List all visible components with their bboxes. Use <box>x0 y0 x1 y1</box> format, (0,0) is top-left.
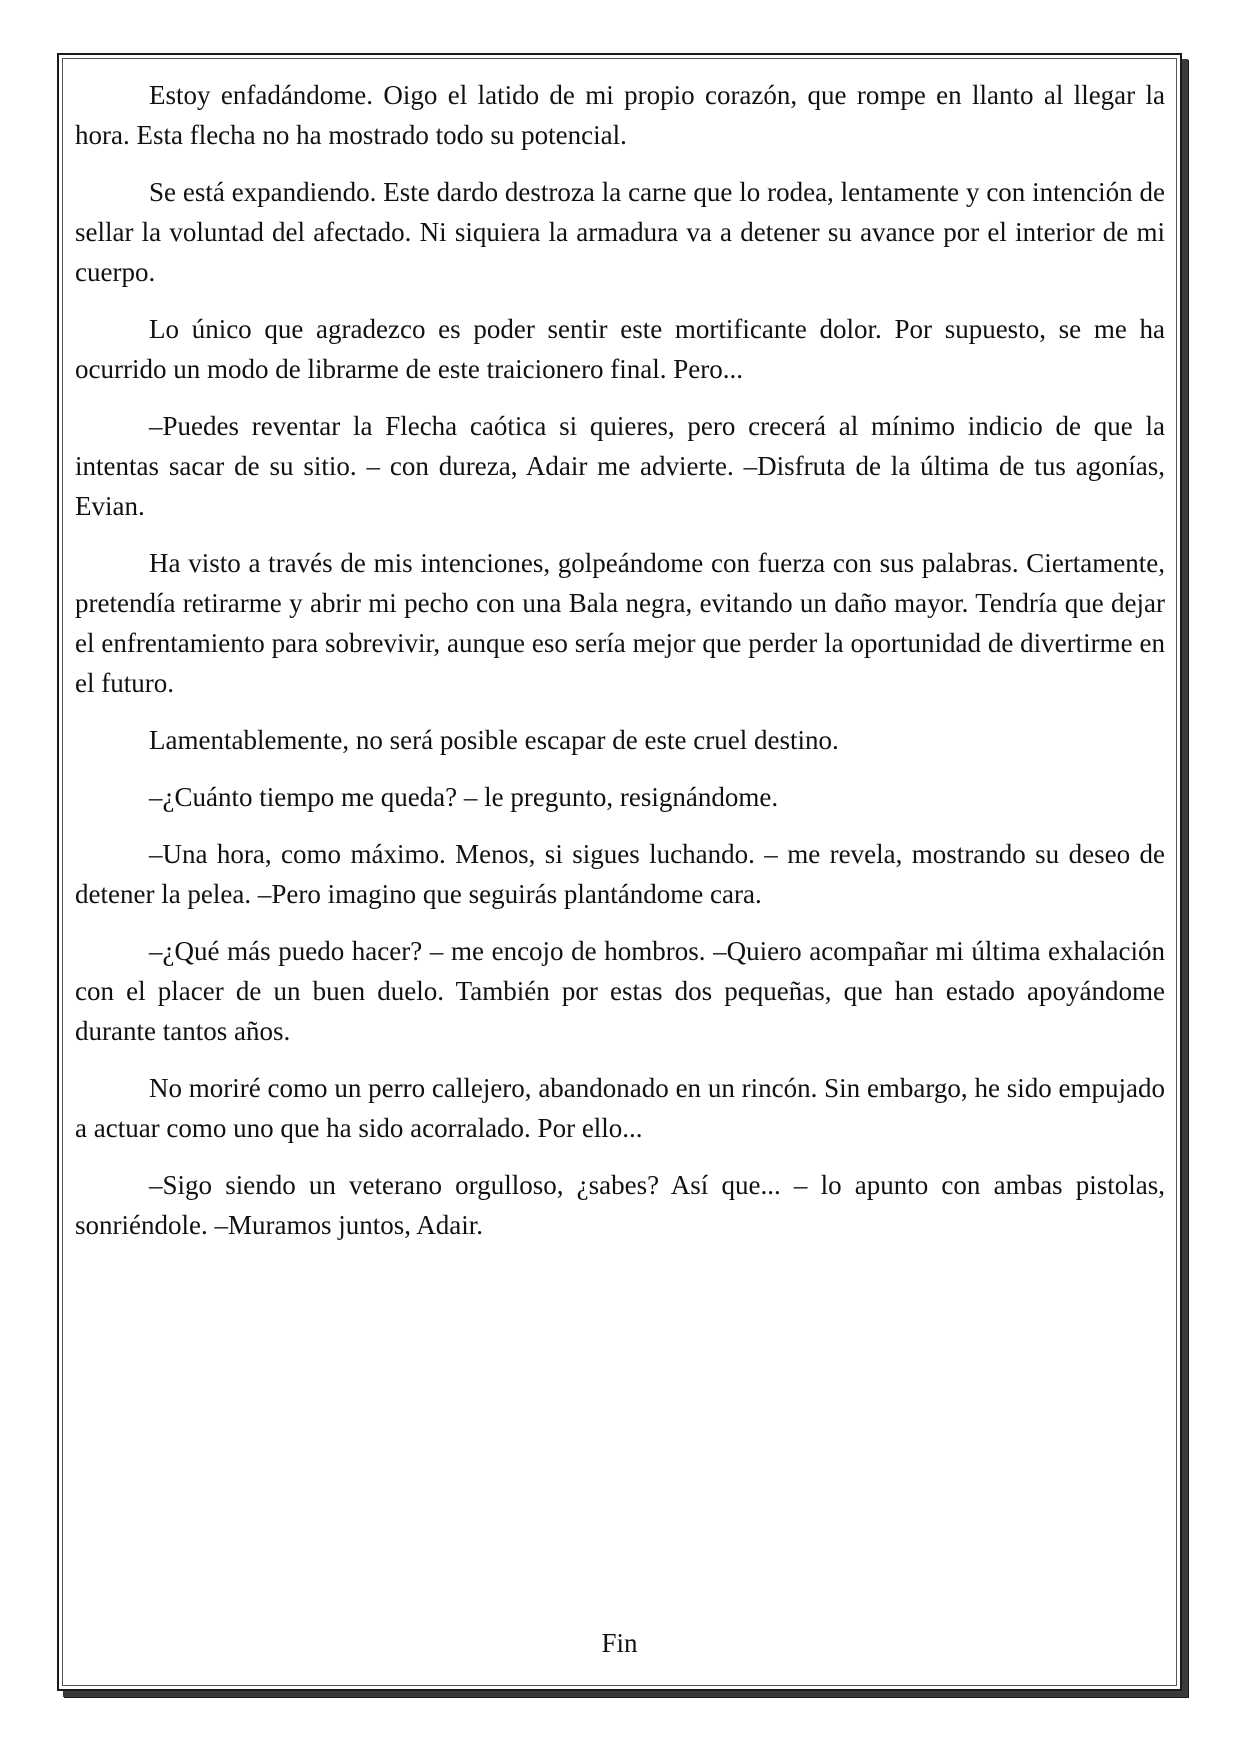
paragraph-4: –Puedes reventar la Flecha caótica si quieres, pero crecerá al mínimo indicio de que la intentas sacar de su sitio. – con dureza, Adair me advierte. –Disfruta de la última de tus agonías, Evian. <box>75 411 1165 521</box>
page-border-frame <box>57 53 1182 1691</box>
paragraph-7: –¿Cuánto tiempo me queda? – le pregunto, resignándome. <box>149 782 779 812</box>
paragraph-9: –¿Qué más puedo hacer? – me encojo de hombros. –Quiero acompañar mi última exhalación con el placer de un buen duelo. También por estas dos pequeñas, que han estado apoyándome durante tantos años. <box>75 936 1165 1046</box>
end-label: Fin <box>601 1628 638 1658</box>
paragraph-11: –Sigo siendo un veterano orgulloso, ¿sabes? Así que... – lo apunto con ambas pistolas, sonriéndole. –Muramos juntos, Adair. <box>75 1170 1165 1240</box>
paragraph-2: Se está expandiendo. Este dardo destroza la carne que lo rodea, lentamente y con intención de sellar la voluntad del afectado. Ni siquiera la armadura va a detener su avance por el interior de mi cuerpo. <box>75 177 1165 287</box>
paragraph-5: Ha visto a través de mis intenciones, golpeándome con fuerza con sus palabras. Ciertamente, pretendía retirarme y abrir mi pecho con una Bala negra, evitando un daño mayor. Tendría que dejar el enfrentamiento para sobrevivir, aunque eso sería mejor que perder la oportunidad de divertirme en el futuro. <box>75 548 1165 698</box>
story-text-body <box>75 75 1165 1262</box>
paragraph-10: No moriré como un perro callejero, abandonado en un rincón. Sin embargo, he sido empujado a actuar como uno que ha sido acorralado. Por ello... <box>75 1073 1165 1143</box>
paragraph-3: Lo único que agradezco es poder sentir este mortificante dolor. Por supuesto, se me ha ocurrido un modo de librarme de este traicionero final. Pero... <box>75 314 1165 384</box>
paragraph-1: Estoy enfadándome. Oigo el latido de mi propio corazón, que rompe en llanto al llegar la hora. Esta flecha no ha mostrado todo su potencial. <box>75 80 1165 150</box>
paragraph-6: Lamentablemente, no será posible escapar de este cruel destino. <box>149 725 839 755</box>
paragraph-8: –Una hora, como máximo. Menos, si sigues luchando. – me revela, mostrando su deseo de detener la pelea. –Pero imagino que seguirás plantándome cara. <box>75 839 1165 909</box>
